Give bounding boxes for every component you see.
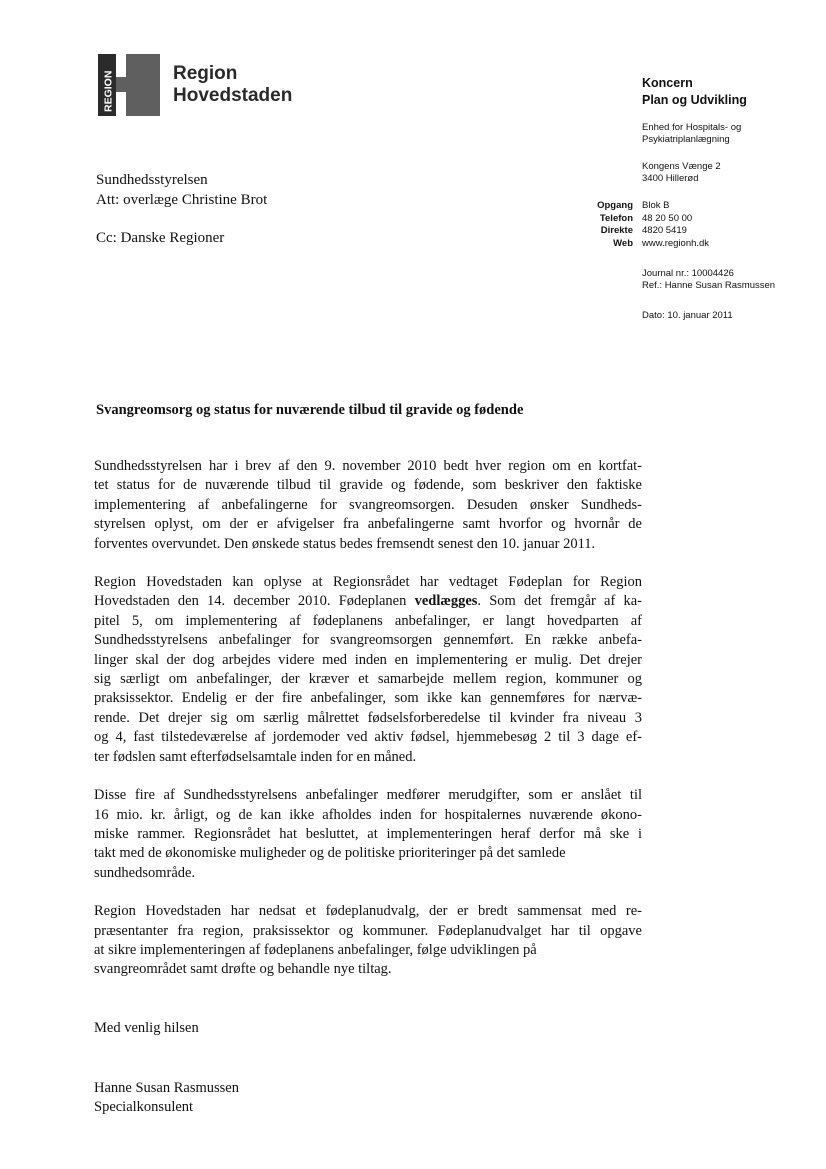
text-line: sundhedsområde. xyxy=(94,864,196,881)
sender-address-line2: 3400 Hillerød xyxy=(642,173,699,184)
text-line: implementering af anbefalingerne for svangreomsorgen. Desuden ønsker Sundheds- xyxy=(94,496,642,513)
text-line: sig særligt om anbefalinger, der kræver et samarbejde mellem region, kommuner og xyxy=(94,671,642,688)
contact-label: Direkte xyxy=(600,225,633,236)
contact-label: Web xyxy=(613,237,633,249)
contact-value: 48 20 50 00 xyxy=(642,212,693,224)
journal-block xyxy=(642,268,775,292)
text-line: praksissektor. Endelig er der fire anbefalinger, som ikke kan gennemføres for nærvæ- xyxy=(94,690,642,707)
contact-value: Blok B xyxy=(642,200,670,211)
recipient-line2: Att: overlæge Christine Brot xyxy=(96,192,268,208)
recipient-line1: Sundhedsstyrelsen xyxy=(96,172,208,188)
sender-unit-line1: Enhed for Hospitals- og xyxy=(642,122,742,133)
text-line: Region Hovedstaden kan oplyse at Regionsrådet har vedtaget Fødeplan for Region xyxy=(94,574,642,591)
text-line: præsentanter fra region, praksissektor og kommuner. Fødeplanudvalget har til opgave xyxy=(94,922,642,939)
text-line: og 4, fast tilstedeværelse af jordemoder ved aktiv fødsel, hjemmebesøg 2 til 3 dage ef- xyxy=(94,729,642,746)
logo-wordmark xyxy=(173,63,292,107)
signature-block xyxy=(94,1079,239,1117)
sender-org-line2: Plan og Udvikling xyxy=(642,93,747,107)
text-line: Sundhedsstyrelsens anbefalinger for svangreomsorgen gennemført. En række anbefa- xyxy=(94,632,642,649)
text-line: Region Hovedstaden har nedsat et fødeplanudvalg, der er bredt sammensat med re- xyxy=(94,903,642,920)
web-link[interactable]: www.regionh.dk xyxy=(642,237,710,249)
bold-word: vedlægges xyxy=(414,593,478,610)
logo-name-line2: Hovedstaden xyxy=(173,85,293,106)
text-line: miske rammer. Regionsrådet hat besluttet, at implementeringen heraf derfor må ske i xyxy=(94,825,642,842)
sender-org xyxy=(642,75,747,109)
sender-unit xyxy=(642,122,741,146)
reference: Ref.: Hanne Susan Rasmussen xyxy=(642,280,776,291)
text-segment: Hovedstaden den 14. december 2010. Fødeplanen xyxy=(94,593,415,610)
signature-name: Hanne Susan Rasmussen xyxy=(94,1080,239,1096)
sender-address xyxy=(642,161,721,185)
text-line: Sundhedsstyrelsen har i brev af den 9. november 2010 bedt hver region om en kortfat- xyxy=(94,458,642,474)
signature-title: Specialkonsulent xyxy=(94,1099,194,1115)
text-segment: . Som det fremgår af ka- xyxy=(477,593,642,610)
region-h-logo xyxy=(98,54,160,116)
text-line: linger skal der dog arbejdes videre med inden en implementering er mulig. Det drejer xyxy=(94,651,642,668)
logo-vertical-text: REGION xyxy=(102,70,115,112)
paragraph-4 xyxy=(94,902,642,980)
text-line: forventes overvundet. Den ønskede status bedes fremsendt senest den 10. januar 2011. xyxy=(94,535,596,552)
text-line xyxy=(94,592,642,611)
closing-greeting: Med venlig hilsen xyxy=(94,1020,199,1036)
text-line: takt med de økonomiske muligheder og de politiske prioriteringer på det samlede xyxy=(94,845,566,862)
logo-name-line1: Region xyxy=(173,63,238,84)
recipient-block xyxy=(96,170,267,210)
contact-label: Opgang xyxy=(597,200,633,211)
letter-date: Dato: 10. januar 2011 xyxy=(642,310,733,321)
paragraph-3 xyxy=(94,786,642,883)
paragraph-1 xyxy=(94,457,642,554)
contact-values xyxy=(642,200,709,250)
cc-line: Cc: Danske Regioner xyxy=(96,230,225,246)
paragraph-2 xyxy=(94,573,642,767)
journal-number: Journal nr.: 10004426 xyxy=(642,268,734,279)
contact-label: Telefon xyxy=(599,212,633,224)
contact-labels xyxy=(597,200,633,250)
text-line: Disse fire af Sundhedsstyrelsens anbefalinger medfører merudgifter, som er anslået til xyxy=(94,787,642,804)
text-line: at sikre implementeringen af fødeplanens anbefalinger, følge udviklingen på xyxy=(94,941,537,958)
letter-subject: Svangreomsorg og status for nuværende tilbud til gravide og fødende xyxy=(96,402,524,418)
text-line: pitel 5, om implementering af fødeplanens anbefalinger, er langt hovedparten af xyxy=(94,612,642,629)
sender-address-line1: Kongens Vænge 2 xyxy=(642,161,721,172)
text-line: styrelsen oplyst, om der er afvigelser fra anbefalingerne samt hvorfor og hvornår de xyxy=(94,516,642,533)
text-line: tet status for de nuværende tilbud til gravide og fødende, som beskriver den faktiske xyxy=(94,477,642,494)
contact-value: 4820 5419 xyxy=(642,225,687,236)
text-line: 16 mio. kr. årligt, og de kan ikke afholdes inden for hospitalernes nuværende økono- xyxy=(94,806,642,823)
sender-unit-line2: Psykiatriplanlægning xyxy=(642,134,730,145)
letter-body xyxy=(94,457,642,999)
sender-org-line1: Koncern xyxy=(642,76,693,90)
text-line: svangreområdet samt drøfte og behandle nye tiltag. xyxy=(94,961,392,978)
text-line: rende. Det drejer sig om særlig målrettet fødselsforberedelse til kvinder fra niveau 3 xyxy=(94,709,642,726)
text-line: ter fødslen samt efterfødselsamtale inden for en måned. xyxy=(94,748,417,765)
